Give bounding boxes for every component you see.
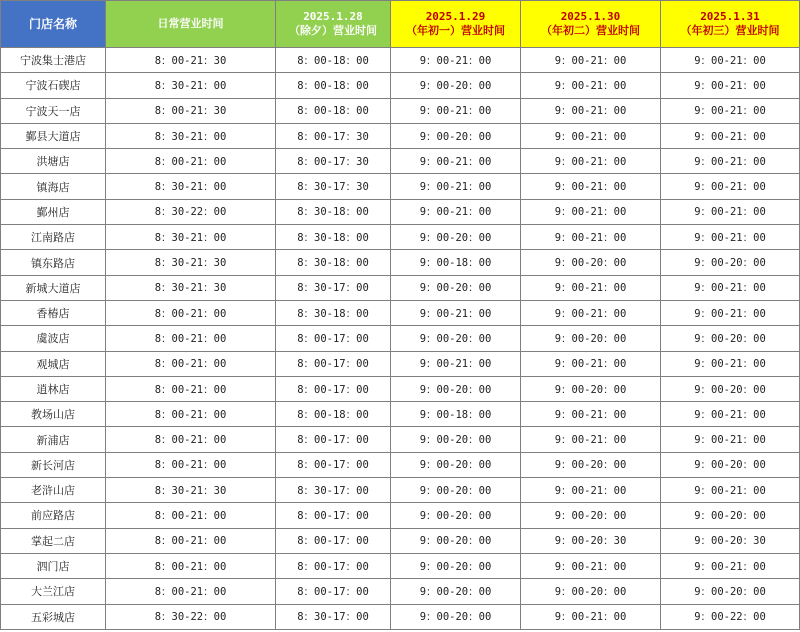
header-0129-hours: 2025.1.29 （年初一）营业时间 xyxy=(391,1,521,48)
hours-0129-cell: 9：00-21：00 xyxy=(391,351,521,376)
table-row xyxy=(1,73,800,98)
daily-hours-cell: 8：00-21：00 xyxy=(106,553,276,578)
hours-0128-cell: 8：00-17：30 xyxy=(276,149,391,174)
hours-0131-cell: 9：00-21：00 xyxy=(661,553,800,578)
hours-0131-cell: 9：00-21：00 xyxy=(661,149,800,174)
hours-0131-cell: 9：00-20：00 xyxy=(661,326,800,351)
store-name-cell: 观城店 xyxy=(1,351,106,376)
hours-0129-cell: 9：00-18：00 xyxy=(391,250,521,275)
store-name-cell: 洪塘店 xyxy=(1,149,106,174)
store-name-cell: 泗门店 xyxy=(1,553,106,578)
hours-0130-cell: 9：00-21：00 xyxy=(521,427,661,452)
hours-0129-cell: 9：00-21：00 xyxy=(391,48,521,73)
hours-0129-cell: 9：00-21：00 xyxy=(391,149,521,174)
hours-0129-cell: 9：00-20：00 xyxy=(391,225,521,250)
hours-0129-cell: 9：00-20：00 xyxy=(391,427,521,452)
hours-0130-cell: 9：00-21：00 xyxy=(521,478,661,503)
daily-hours-cell: 8：00-21：00 xyxy=(106,402,276,427)
store-name-cell: 宁波天一店 xyxy=(1,98,106,123)
hours-0129-cell: 9：00-20：00 xyxy=(391,478,521,503)
hours-0131-cell: 9：00-20：00 xyxy=(661,452,800,477)
hours-0130-cell: 9：00-21：00 xyxy=(521,604,661,629)
hours-0131-cell: 9：00-21：00 xyxy=(661,98,800,123)
store-name-cell: 掌起二店 xyxy=(1,528,106,553)
hours-0128-cell: 8：30-17：00 xyxy=(276,604,391,629)
hours-0131-cell: 9：00-20：30 xyxy=(661,528,800,553)
hours-0130-cell: 9：00-21：00 xyxy=(521,553,661,578)
table-row xyxy=(1,174,800,199)
hours-0129-cell: 9：00-21：00 xyxy=(391,98,521,123)
store-name-cell: 五彩城店 xyxy=(1,604,106,629)
header-row xyxy=(1,1,800,48)
hours-0128-cell: 8：00-18：00 xyxy=(276,73,391,98)
daily-hours-cell: 8：00-21：00 xyxy=(106,427,276,452)
table-row xyxy=(1,528,800,553)
daily-hours-cell: 8：00-21：00 xyxy=(106,503,276,528)
header-0130-hours: 2025.1.30 （年初二）营业时间 xyxy=(521,1,661,48)
daily-hours-cell: 8：00-21：00 xyxy=(106,452,276,477)
header-0128-hours: 2025.1.28 （除夕）营业时间 xyxy=(276,1,391,48)
table-row xyxy=(1,402,800,427)
store-name-cell: 江南路店 xyxy=(1,225,106,250)
hours-0130-cell: 9：00-21：00 xyxy=(521,351,661,376)
table-body xyxy=(1,48,800,630)
table-row xyxy=(1,98,800,123)
daily-hours-cell: 8：30-21：30 xyxy=(106,275,276,300)
daily-hours-cell: 8：00-21：00 xyxy=(106,326,276,351)
hours-0128-cell: 8：00-17：00 xyxy=(276,579,391,604)
store-name-cell: 虞波店 xyxy=(1,326,106,351)
table-row xyxy=(1,604,800,629)
table-row xyxy=(1,478,800,503)
hours-0131-cell: 9：00-20：00 xyxy=(661,376,800,401)
hours-0130-cell: 9：00-21：00 xyxy=(521,275,661,300)
hours-0130-cell: 9：00-21：00 xyxy=(521,199,661,224)
hours-0131-cell: 9：00-21：00 xyxy=(661,48,800,73)
hours-0131-cell: 9：00-20：00 xyxy=(661,250,800,275)
table-row xyxy=(1,225,800,250)
daily-hours-cell: 8：30-22：00 xyxy=(106,199,276,224)
hours-0129-cell: 9：00-20：00 xyxy=(391,503,521,528)
hours-0131-cell: 9：00-21：00 xyxy=(661,225,800,250)
hours-0128-cell: 8：00-17：00 xyxy=(276,326,391,351)
hours-0128-cell: 8：00-17：30 xyxy=(276,123,391,148)
hours-0130-cell: 9：00-21：00 xyxy=(521,300,661,325)
hours-0130-cell: 9：00-20：00 xyxy=(521,376,661,401)
hours-0129-cell: 9：00-20：00 xyxy=(391,528,521,553)
store-name-cell: 大兰江店 xyxy=(1,579,106,604)
header-store-name: 门店名称 xyxy=(1,1,106,48)
store-name-cell: 新城大道店 xyxy=(1,275,106,300)
hours-0130-cell: 9：00-20：00 xyxy=(521,326,661,351)
daily-hours-cell: 8：30-21：00 xyxy=(106,174,276,199)
hours-0130-cell: 9：00-20：00 xyxy=(521,579,661,604)
hours-0131-cell: 9：00-20：00 xyxy=(661,503,800,528)
store-name-cell: 老浒山店 xyxy=(1,478,106,503)
store-name-cell: 镇海店 xyxy=(1,174,106,199)
daily-hours-cell: 8：00-21：00 xyxy=(106,579,276,604)
hours-0128-cell: 8：00-17：00 xyxy=(276,376,391,401)
store-name-cell: 新浦店 xyxy=(1,427,106,452)
table-row xyxy=(1,123,800,148)
hours-0128-cell: 8：30-18：00 xyxy=(276,199,391,224)
hours-0130-cell: 9：00-20：30 xyxy=(521,528,661,553)
hours-0129-cell: 9：00-18：00 xyxy=(391,402,521,427)
store-name-cell: 鄞县大道店 xyxy=(1,123,106,148)
hours-0131-cell: 9：00-20：00 xyxy=(661,579,800,604)
table-row xyxy=(1,300,800,325)
hours-0129-cell: 9：00-21：00 xyxy=(391,300,521,325)
hours-0128-cell: 8：30-18：00 xyxy=(276,300,391,325)
table-row xyxy=(1,376,800,401)
hours-0128-cell: 8：30-17：00 xyxy=(276,275,391,300)
daily-hours-cell: 8：30-21：00 xyxy=(106,73,276,98)
table-row xyxy=(1,553,800,578)
hours-0128-cell: 8：30-17：30 xyxy=(276,174,391,199)
hours-0129-cell: 9：00-20：00 xyxy=(391,376,521,401)
store-name-cell: 前应路店 xyxy=(1,503,106,528)
hours-0128-cell: 8：30-18：00 xyxy=(276,225,391,250)
store-name-cell: 鄞州店 xyxy=(1,199,106,224)
hours-0131-cell: 9：00-21：00 xyxy=(661,300,800,325)
hours-0131-cell: 9：00-22：00 xyxy=(661,604,800,629)
hours-0131-cell: 9：00-21：00 xyxy=(661,351,800,376)
hours-0130-cell: 9：00-21：00 xyxy=(521,402,661,427)
hours-0130-cell: 9：00-21：00 xyxy=(521,48,661,73)
hours-0128-cell: 8：00-17：00 xyxy=(276,452,391,477)
hours-0130-cell: 9：00-21：00 xyxy=(521,174,661,199)
hours-0128-cell: 8：00-17：00 xyxy=(276,351,391,376)
daily-hours-cell: 8：00-21：30 xyxy=(106,98,276,123)
table-row xyxy=(1,149,800,174)
hours-0128-cell: 8：00-17：00 xyxy=(276,528,391,553)
hours-0131-cell: 9：00-21：00 xyxy=(661,478,800,503)
hours-0130-cell: 9：00-21：00 xyxy=(521,123,661,148)
hours-0128-cell: 8：00-18：00 xyxy=(276,48,391,73)
store-name-cell: 宁波石碶店 xyxy=(1,73,106,98)
hours-0130-cell: 9：00-20：00 xyxy=(521,452,661,477)
hours-0131-cell: 9：00-21：00 xyxy=(661,427,800,452)
hours-0128-cell: 8：00-17：00 xyxy=(276,503,391,528)
hours-0128-cell: 8：30-17：00 xyxy=(276,478,391,503)
table-row xyxy=(1,452,800,477)
hours-0128-cell: 8：30-18：00 xyxy=(276,250,391,275)
daily-hours-cell: 8：30-21：30 xyxy=(106,250,276,275)
hours-0131-cell: 9：00-21：00 xyxy=(661,174,800,199)
daily-hours-cell: 8：30-21：30 xyxy=(106,478,276,503)
hours-0130-cell: 9：00-21：00 xyxy=(521,98,661,123)
store-name-cell: 香椿店 xyxy=(1,300,106,325)
header-daily-hours: 日常营业时间 xyxy=(106,1,276,48)
hours-0128-cell: 8：00-17：00 xyxy=(276,427,391,452)
hours-0129-cell: 9：00-20：00 xyxy=(391,579,521,604)
hours-0128-cell: 8：00-17：00 xyxy=(276,553,391,578)
hours-0131-cell: 9：00-21：00 xyxy=(661,123,800,148)
table-row xyxy=(1,48,800,73)
store-name-cell: 教场山店 xyxy=(1,402,106,427)
table-row xyxy=(1,250,800,275)
daily-hours-cell: 8：00-21：00 xyxy=(106,300,276,325)
daily-hours-cell: 8：30-22：00 xyxy=(106,604,276,629)
daily-hours-cell: 8：00-21：00 xyxy=(106,149,276,174)
store-name-cell: 宁波集士港店 xyxy=(1,48,106,73)
table-row xyxy=(1,579,800,604)
daily-hours-cell: 8：00-21：00 xyxy=(106,528,276,553)
daily-hours-cell: 8：00-21：00 xyxy=(106,351,276,376)
daily-hours-cell: 8：30-21：00 xyxy=(106,225,276,250)
store-name-cell: 镇东路店 xyxy=(1,250,106,275)
header-0131-hours: 2025.1.31 （年初三）营业时间 xyxy=(661,1,800,48)
hours-0130-cell: 9：00-20：00 xyxy=(521,503,661,528)
daily-hours-cell: 8：30-21：00 xyxy=(106,123,276,148)
hours-0129-cell: 9：00-20：00 xyxy=(391,275,521,300)
daily-hours-cell: 8：00-21：30 xyxy=(106,48,276,73)
store-name-cell: 新长河店 xyxy=(1,452,106,477)
table-row xyxy=(1,351,800,376)
hours-0129-cell: 9：00-20：00 xyxy=(391,73,521,98)
hours-0129-cell: 9：00-20：00 xyxy=(391,553,521,578)
table-row xyxy=(1,503,800,528)
table-row xyxy=(1,199,800,224)
daily-hours-cell: 8：00-21：00 xyxy=(106,376,276,401)
table-row xyxy=(1,326,800,351)
hours-0129-cell: 9：00-20：00 xyxy=(391,123,521,148)
hours-0130-cell: 9：00-21：00 xyxy=(521,149,661,174)
table-row xyxy=(1,275,800,300)
hours-0131-cell: 9：00-21：00 xyxy=(661,199,800,224)
hours-0128-cell: 8：00-18：00 xyxy=(276,98,391,123)
hours-0131-cell: 9：00-21：00 xyxy=(661,73,800,98)
hours-0129-cell: 9：00-20：00 xyxy=(391,326,521,351)
hours-0130-cell: 9：00-20：00 xyxy=(521,250,661,275)
hours-0130-cell: 9：00-21：00 xyxy=(521,73,661,98)
hours-0128-cell: 8：00-18：00 xyxy=(276,402,391,427)
table-row xyxy=(1,427,800,452)
hours-0130-cell: 9：00-21：00 xyxy=(521,225,661,250)
hours-0129-cell: 9：00-21：00 xyxy=(391,199,521,224)
hours-0129-cell: 9：00-20：00 xyxy=(391,452,521,477)
hours-0131-cell: 9：00-21：00 xyxy=(661,402,800,427)
store-name-cell: 逍林店 xyxy=(1,376,106,401)
hours-0129-cell: 9：00-20：00 xyxy=(391,604,521,629)
hours-0129-cell: 9：00-21：00 xyxy=(391,174,521,199)
hours-0131-cell: 9：00-21：00 xyxy=(661,275,800,300)
